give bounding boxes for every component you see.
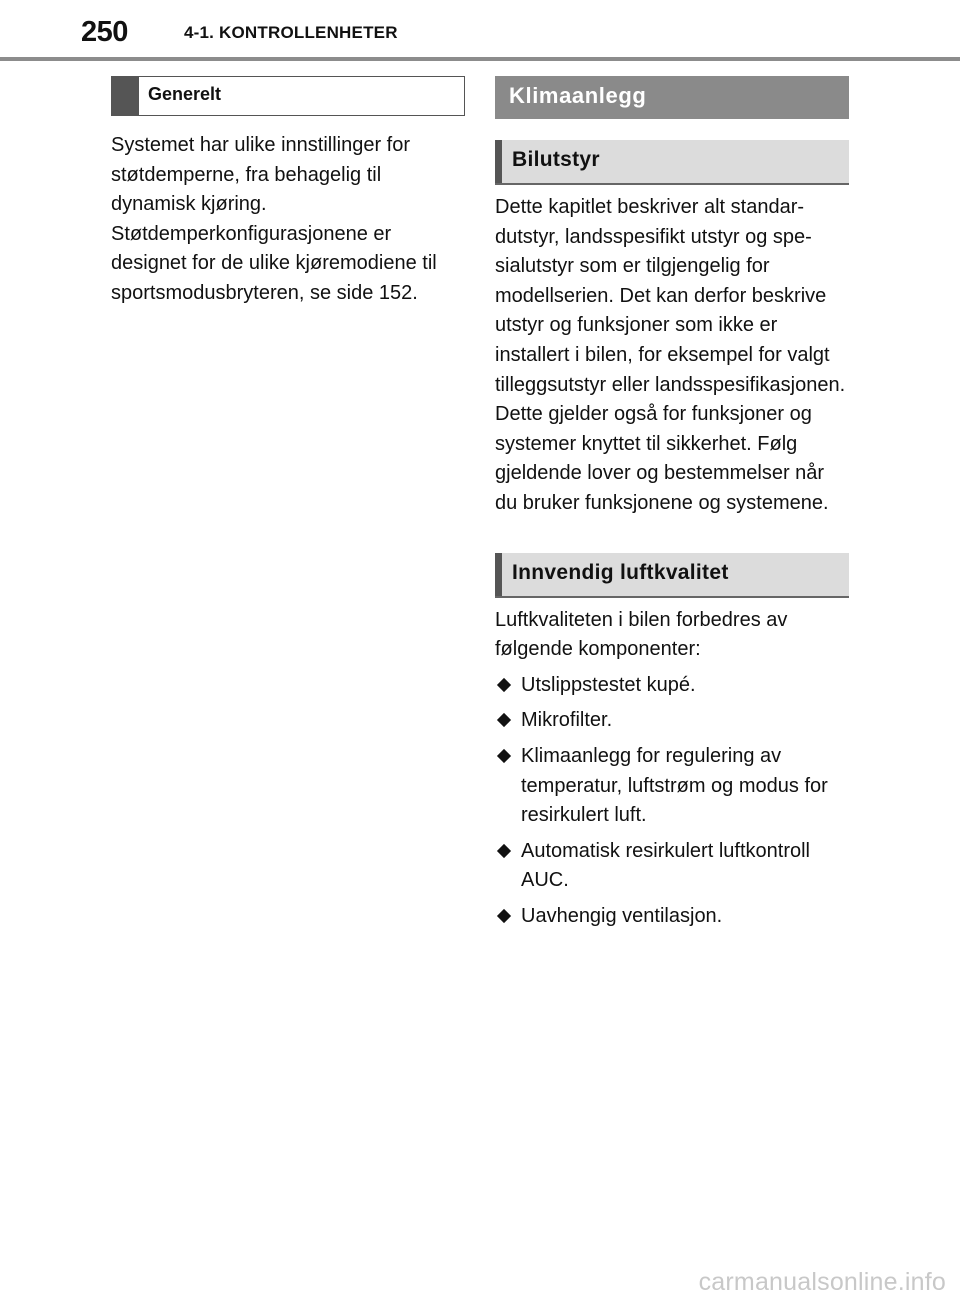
section-heading-generelt (111, 76, 465, 116)
bullet-list (495, 671, 849, 932)
paragraph: Systemet har ulike innstillinger for støtdemperne, fra behagelig til dynamisk kjøring. (111, 134, 411, 216)
paragraph: Dette kapitlet beskriver alt standardutstyr, landsspesifikt utstyr og spesialutstyr som er tilgjengelig for modellserien. Det kan derfor beskrive utstyr og funksjoner som ikke er installert i bilen, for eksempel for valgt tilleggsutstyr eller landsspesifikasjonen. Dette gjelder også for funksjoner og systemer knyttet til sikkerhet. Følg gjeldende lover og bestemmelser når du bruker funksjonene og systemene. (495, 196, 846, 514)
paragraph: Støtdemperkonfigurasjonene er designet for de ulike kjøremodiene til sportsmodusbryteren, se side 152. (111, 222, 437, 304)
diamond-bullet-icon (497, 909, 510, 922)
list-item: Mikrofilter. (495, 706, 849, 736)
diamond-bullet-icon (497, 844, 510, 857)
right-column (495, 76, 849, 931)
subsection-heading-luftkvalitet (495, 553, 849, 598)
chapter-title: 4-1. KONTROLLENHETER (184, 23, 398, 42)
diamond-bullet-icon (497, 678, 510, 691)
heading-bar (112, 77, 139, 115)
diamond-bullet-icon (497, 749, 510, 762)
watermark: carmanualsonline.info (698, 1268, 946, 1296)
section-heading-label: Generelt (148, 84, 222, 104)
page-number: 250 (81, 16, 128, 48)
heading-bar (495, 553, 502, 596)
list-item: Automatisk resirkulert luftkontroll AUC. (495, 837, 849, 896)
subsection-heading-bilutstyr (495, 140, 849, 185)
subsection-heading-label: Bilutstyr (512, 148, 600, 171)
header-rule (0, 57, 960, 61)
paragraph: Luftkvaliteten i bilen forbedres av følgende komponenter: (495, 608, 788, 661)
list-item: Klimaanlegg for regulering av temperatur, luftstrøm og modus for resirkulert luft. (495, 742, 849, 831)
diamond-bullet-icon (497, 713, 510, 726)
list-item: Utslippstestet kupé. (495, 671, 849, 701)
heading-bar (495, 140, 502, 183)
left-column (111, 76, 465, 309)
subsection-heading-label: Innvendig luftkvalitet (512, 560, 729, 584)
page-header (0, 0, 960, 60)
section-title-label: Klimaanlegg (509, 83, 647, 108)
section-title-klimaanlegg (495, 76, 849, 119)
list-item: Uavhengig ventilasjon. (495, 902, 849, 932)
